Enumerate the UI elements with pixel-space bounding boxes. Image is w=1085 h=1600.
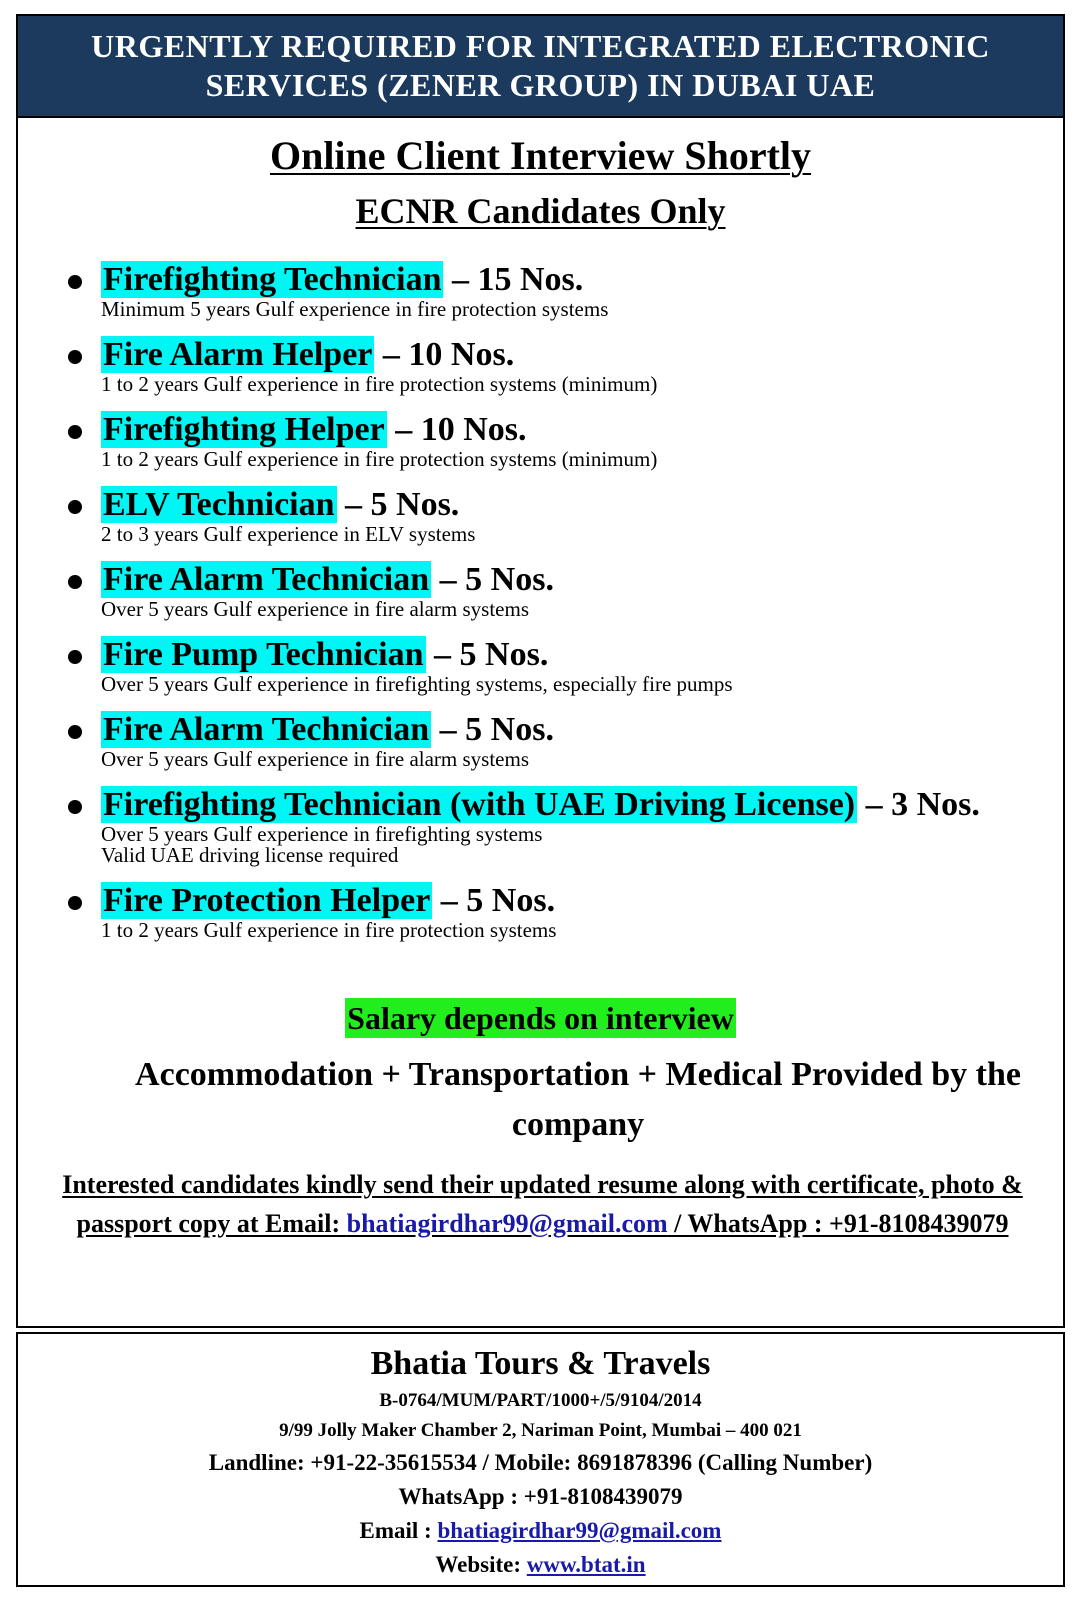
- job-item: [18, 408, 1063, 473]
- job-item: [18, 333, 1063, 398]
- agency-website-row: [18, 1548, 1063, 1582]
- header-line-1: URGENTLY REQUIRED FOR INTEGRATED ELECTRONIC: [91, 28, 990, 64]
- job-item: [18, 708, 1063, 773]
- bullet-icon: [68, 425, 82, 439]
- job-item: [18, 558, 1063, 623]
- agency-whatsapp: WhatsApp : +91-8108439079: [398, 1484, 683, 1509]
- job-item: [18, 633, 1063, 698]
- agency-name: Bhatia Tours & Travels: [370, 1345, 711, 1382]
- job-title: Fire Pump Technician: [103, 636, 424, 673]
- agency-address: 9/99 Jolly Maker Chamber 2, Nariman Point, Mumbai – 400 021: [279, 1420, 802, 1441]
- job-title: Firefighting Technician (with UAE Driving License): [103, 786, 856, 823]
- page-title: Online Client Interview Shortly: [269, 133, 812, 178]
- apply-text-after: / WhatsApp : +91-8108439079: [667, 1209, 1009, 1238]
- salary-note: Salary depends on interview: [347, 1000, 734, 1036]
- job-requirement: 1 to 2 years Gulf experience in fire protection systems (minimum): [101, 447, 658, 471]
- job-title: Fire Alarm Helper: [103, 336, 373, 373]
- bullet-icon: [68, 896, 82, 910]
- job-count: – 15 Nos.: [443, 261, 584, 298]
- job-requirement: Minimum 5 years Gulf experience in fire protection systems: [101, 297, 609, 321]
- agency-website-link[interactable]: www.btat.in: [526, 1552, 646, 1577]
- job-count: – 10 Nos.: [374, 336, 515, 373]
- agency-email-link[interactable]: bhatiagirdhar99@gmail.com: [437, 1518, 722, 1543]
- agency-email-row: [18, 1514, 1063, 1548]
- job-title: Fire Alarm Technician: [103, 561, 430, 598]
- job-requirement: Over 5 years Gulf experience in firefighting systems, especially fire pumps: [101, 672, 733, 696]
- job-item: [18, 483, 1063, 548]
- job-title: Firefighting Helper: [103, 411, 385, 448]
- job-count: – 5 Nos.: [431, 561, 554, 598]
- salary-row: [18, 1000, 1063, 1037]
- agency-license: B-0764/MUM/PART/1000+/5/9104/2014: [379, 1390, 702, 1411]
- bullet-icon: [68, 500, 82, 514]
- job-item: [18, 783, 1063, 869]
- bullet-icon: [68, 725, 82, 739]
- apply-text-before: Interested candidates kindly send their updated resume along with certificate, photo & passport copy at Email:: [62, 1170, 1023, 1238]
- header-banner: [16, 14, 1065, 118]
- job-item: [18, 258, 1063, 323]
- job-details-panel: [16, 118, 1065, 1328]
- job-requirement: 1 to 2 years Gulf experience in fire protection systems: [101, 918, 557, 942]
- benefits-note: Accommodation + Transportation + Medical Provided by the company: [135, 1056, 1021, 1143]
- agency-footer: [16, 1332, 1065, 1587]
- agency-website-label: Website:: [435, 1552, 527, 1577]
- job-list: [18, 258, 1063, 954]
- job-requirement: 2 to 3 years Gulf experience in ELV systems: [101, 522, 476, 546]
- agency-email-label: Email :: [359, 1518, 438, 1543]
- apply-instructions: [28, 1165, 1057, 1243]
- job-title: Firefighting Technician: [103, 261, 442, 298]
- job-title: ELV Technician: [103, 486, 335, 523]
- bullet-icon: [68, 650, 82, 664]
- job-requirement: Over 5 years Gulf experience in fire alarm systems: [101, 597, 529, 621]
- job-title: Fire Protection Helper: [103, 882, 431, 919]
- bullet-icon: [68, 800, 82, 814]
- job-title: Fire Alarm Technician: [103, 711, 430, 748]
- page-subtitle: ECNR Candidates Only: [355, 191, 726, 231]
- job-count: – 5 Nos.: [432, 882, 556, 919]
- job-count: – 3 Nos.: [857, 786, 980, 823]
- job-requirement: 1 to 2 years Gulf experience in fire protection systems (minimum): [101, 372, 658, 396]
- job-count: – 10 Nos.: [386, 411, 527, 448]
- header-line-2: SERVICES (ZENER GROUP) IN DUBAI UAE: [205, 67, 876, 103]
- job-item: [18, 879, 1063, 944]
- job-count: – 5 Nos.: [336, 486, 460, 523]
- bullet-icon: [68, 275, 82, 289]
- job-count: – 5 Nos.: [425, 636, 549, 673]
- agency-phones: Landline: +91-22-35615534 / Mobile: 8691878396 (Calling Number): [208, 1450, 873, 1475]
- job-requirement: Over 5 years Gulf experience in firefighting systems: [101, 822, 543, 846]
- job-count: – 5 Nos.: [431, 711, 554, 748]
- job-requirement: Over 5 years Gulf experience in fire alarm systems: [101, 747, 529, 771]
- apply-email-link[interactable]: bhatiagirdhar99@gmail.com: [346, 1209, 668, 1238]
- job-requirement: Valid UAE driving license required: [101, 843, 399, 867]
- bullet-icon: [68, 575, 82, 589]
- bullet-icon: [68, 350, 82, 364]
